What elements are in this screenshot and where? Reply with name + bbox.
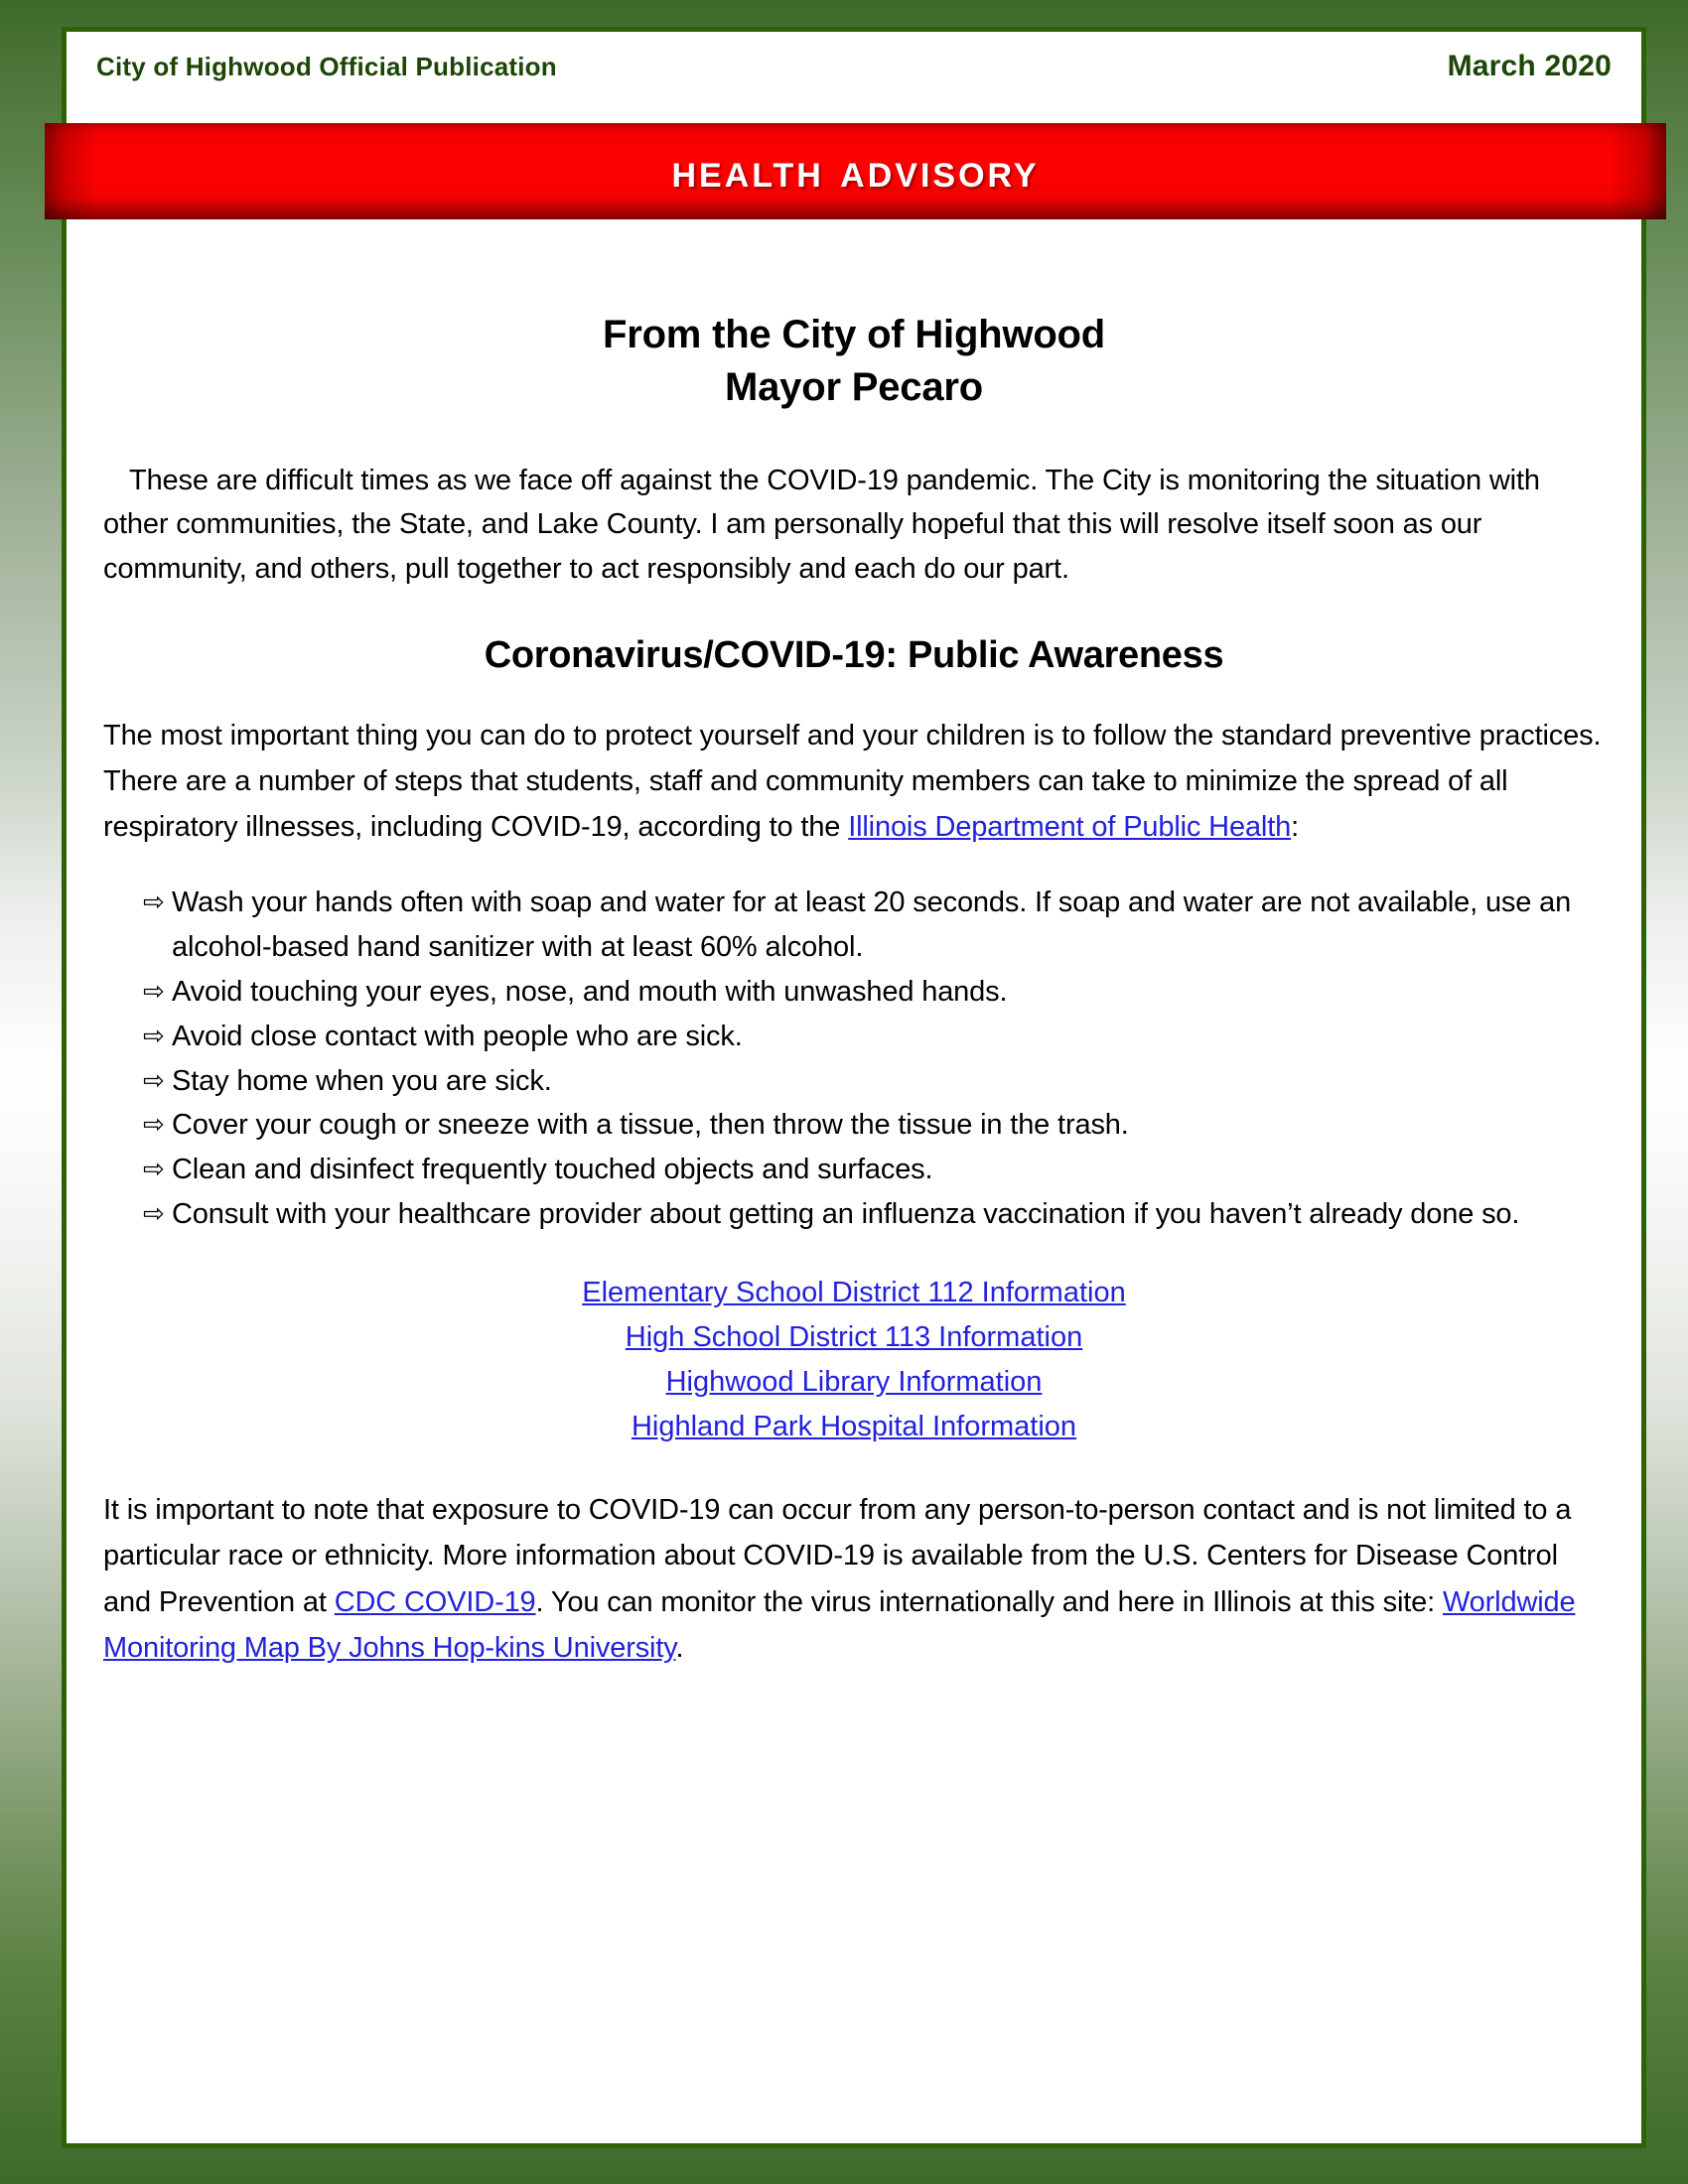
page-title-line-2: Mayor Pecaro — [725, 365, 983, 410]
list-item-text: Cover your cough or sneeze with a tissue, then throw the tissue in the trash. — [172, 1109, 1129, 1142]
arrow-right-bullet-icon: ⇨ — [143, 975, 165, 1006]
list-item — [143, 970, 1605, 1015]
list-item — [143, 1103, 1605, 1148]
banner-red-bar — [45, 123, 1666, 219]
arrow-right-bullet-icon: ⇨ — [143, 1020, 165, 1050]
closing-text-part-2: . You can monitor the virus internationally and here in Illinois at this site: — [535, 1585, 1443, 1618]
health-advisory-banner — [45, 123, 1666, 219]
lead-text-before-link: The most important thing you can do to protect yourself and your children is to follow the standard preventive practices. There are a number of steps that students, staff and community members can take to minimize the spread of all respiratory illnesses, including COVID-19, according to the — [103, 719, 1602, 844]
lead-paragraph — [103, 713, 1605, 851]
resource-links — [103, 1271, 1605, 1449]
list-item — [143, 881, 1605, 970]
link-highland-park-hospital[interactable]: Highland Park Hospital Information — [631, 1411, 1077, 1443]
arrow-right-bullet-icon: ⇨ — [143, 1198, 165, 1229]
link-elementary-school-district-112[interactable]: Elementary School District 112 Information — [582, 1277, 1126, 1309]
list-item-text: Avoid touching your eyes, nose, and mouth with unwashed hands. — [172, 975, 1008, 1008]
document-content — [71, 230, 1636, 2141]
list-item-text: Clean and disinfect frequently touched objects and surfaces. — [172, 1154, 933, 1186]
list-item-text: Avoid close contact with people who are sick. — [172, 1020, 743, 1052]
closing-text-part-3: . — [675, 1632, 684, 1665]
prevention-steps-list — [103, 881, 1605, 1238]
intro-paragraph: These are difficult times as we face off against the COVID-19 pandemic. The City is monitoring the situation with other communities, the State, and Lake County. I am personally hopeful that this will resolve itself soon as our community, and others, pull together to act responsibly and each do our part. — [103, 465, 1540, 585]
list-item — [143, 1148, 1605, 1192]
list-item-text: Wash your hands often with soap and water for at least 20 seconds. If soap and water are not available, use an alcohol-based hand sanitizer with at least 60% alcohol. — [172, 886, 1572, 963]
publication-name: City of Highwood Official Publication — [96, 51, 557, 81]
link-highwood-library[interactable]: Highwood Library Information — [665, 1366, 1043, 1399]
link-cdc-covid-19[interactable]: CDC COVID-19 — [334, 1585, 536, 1618]
arrow-right-bullet-icon: ⇨ — [143, 1154, 165, 1184]
list-item — [143, 1192, 1605, 1237]
link-worldwide-monitoring-map-johns-hopkins[interactable]: Worldwide Monitoring Map By Johns Hop-kins University — [103, 1585, 1576, 1665]
link-illinois-department-of-public-health[interactable]: Illinois Department of Public Health — [848, 811, 1292, 844]
link-high-school-district-113[interactable]: High School District 113 Information — [625, 1321, 1083, 1354]
list-item-text: Consult with your healthcare provider about getting an influenza vaccination if you haven’t already done so. — [172, 1198, 1520, 1231]
masthead — [71, 38, 1636, 95]
list-item — [143, 1015, 1605, 1059]
closing-paragraph — [103, 1487, 1605, 1672]
page-title-line-1: From the City of Highwood — [602, 313, 1106, 356]
list-item — [143, 1059, 1605, 1104]
arrow-right-bullet-icon: ⇨ — [143, 886, 165, 916]
list-item-text: Stay home when you are sick. — [172, 1064, 552, 1097]
issue-date: March 2020 — [1447, 50, 1612, 82]
section-heading: Coronavirus/COVID-19: Public Awareness — [484, 633, 1224, 676]
arrow-right-bullet-icon: ⇨ — [143, 1064, 165, 1095]
banner-title: health advisory — [671, 145, 1040, 198]
arrow-right-bullet-icon: ⇨ — [143, 1109, 165, 1140]
closing-text-part-1: It is important to note that exposure to COVID-19 can occur from any person-to-person contact and is not limited to a particular race or ethnicity. More information about COVID-19 is available from the U.S. Centers for Disease Control and Prevention at — [103, 1494, 1572, 1618]
page-title — [103, 309, 1605, 414]
lead-text-after-link: : — [1291, 811, 1300, 844]
